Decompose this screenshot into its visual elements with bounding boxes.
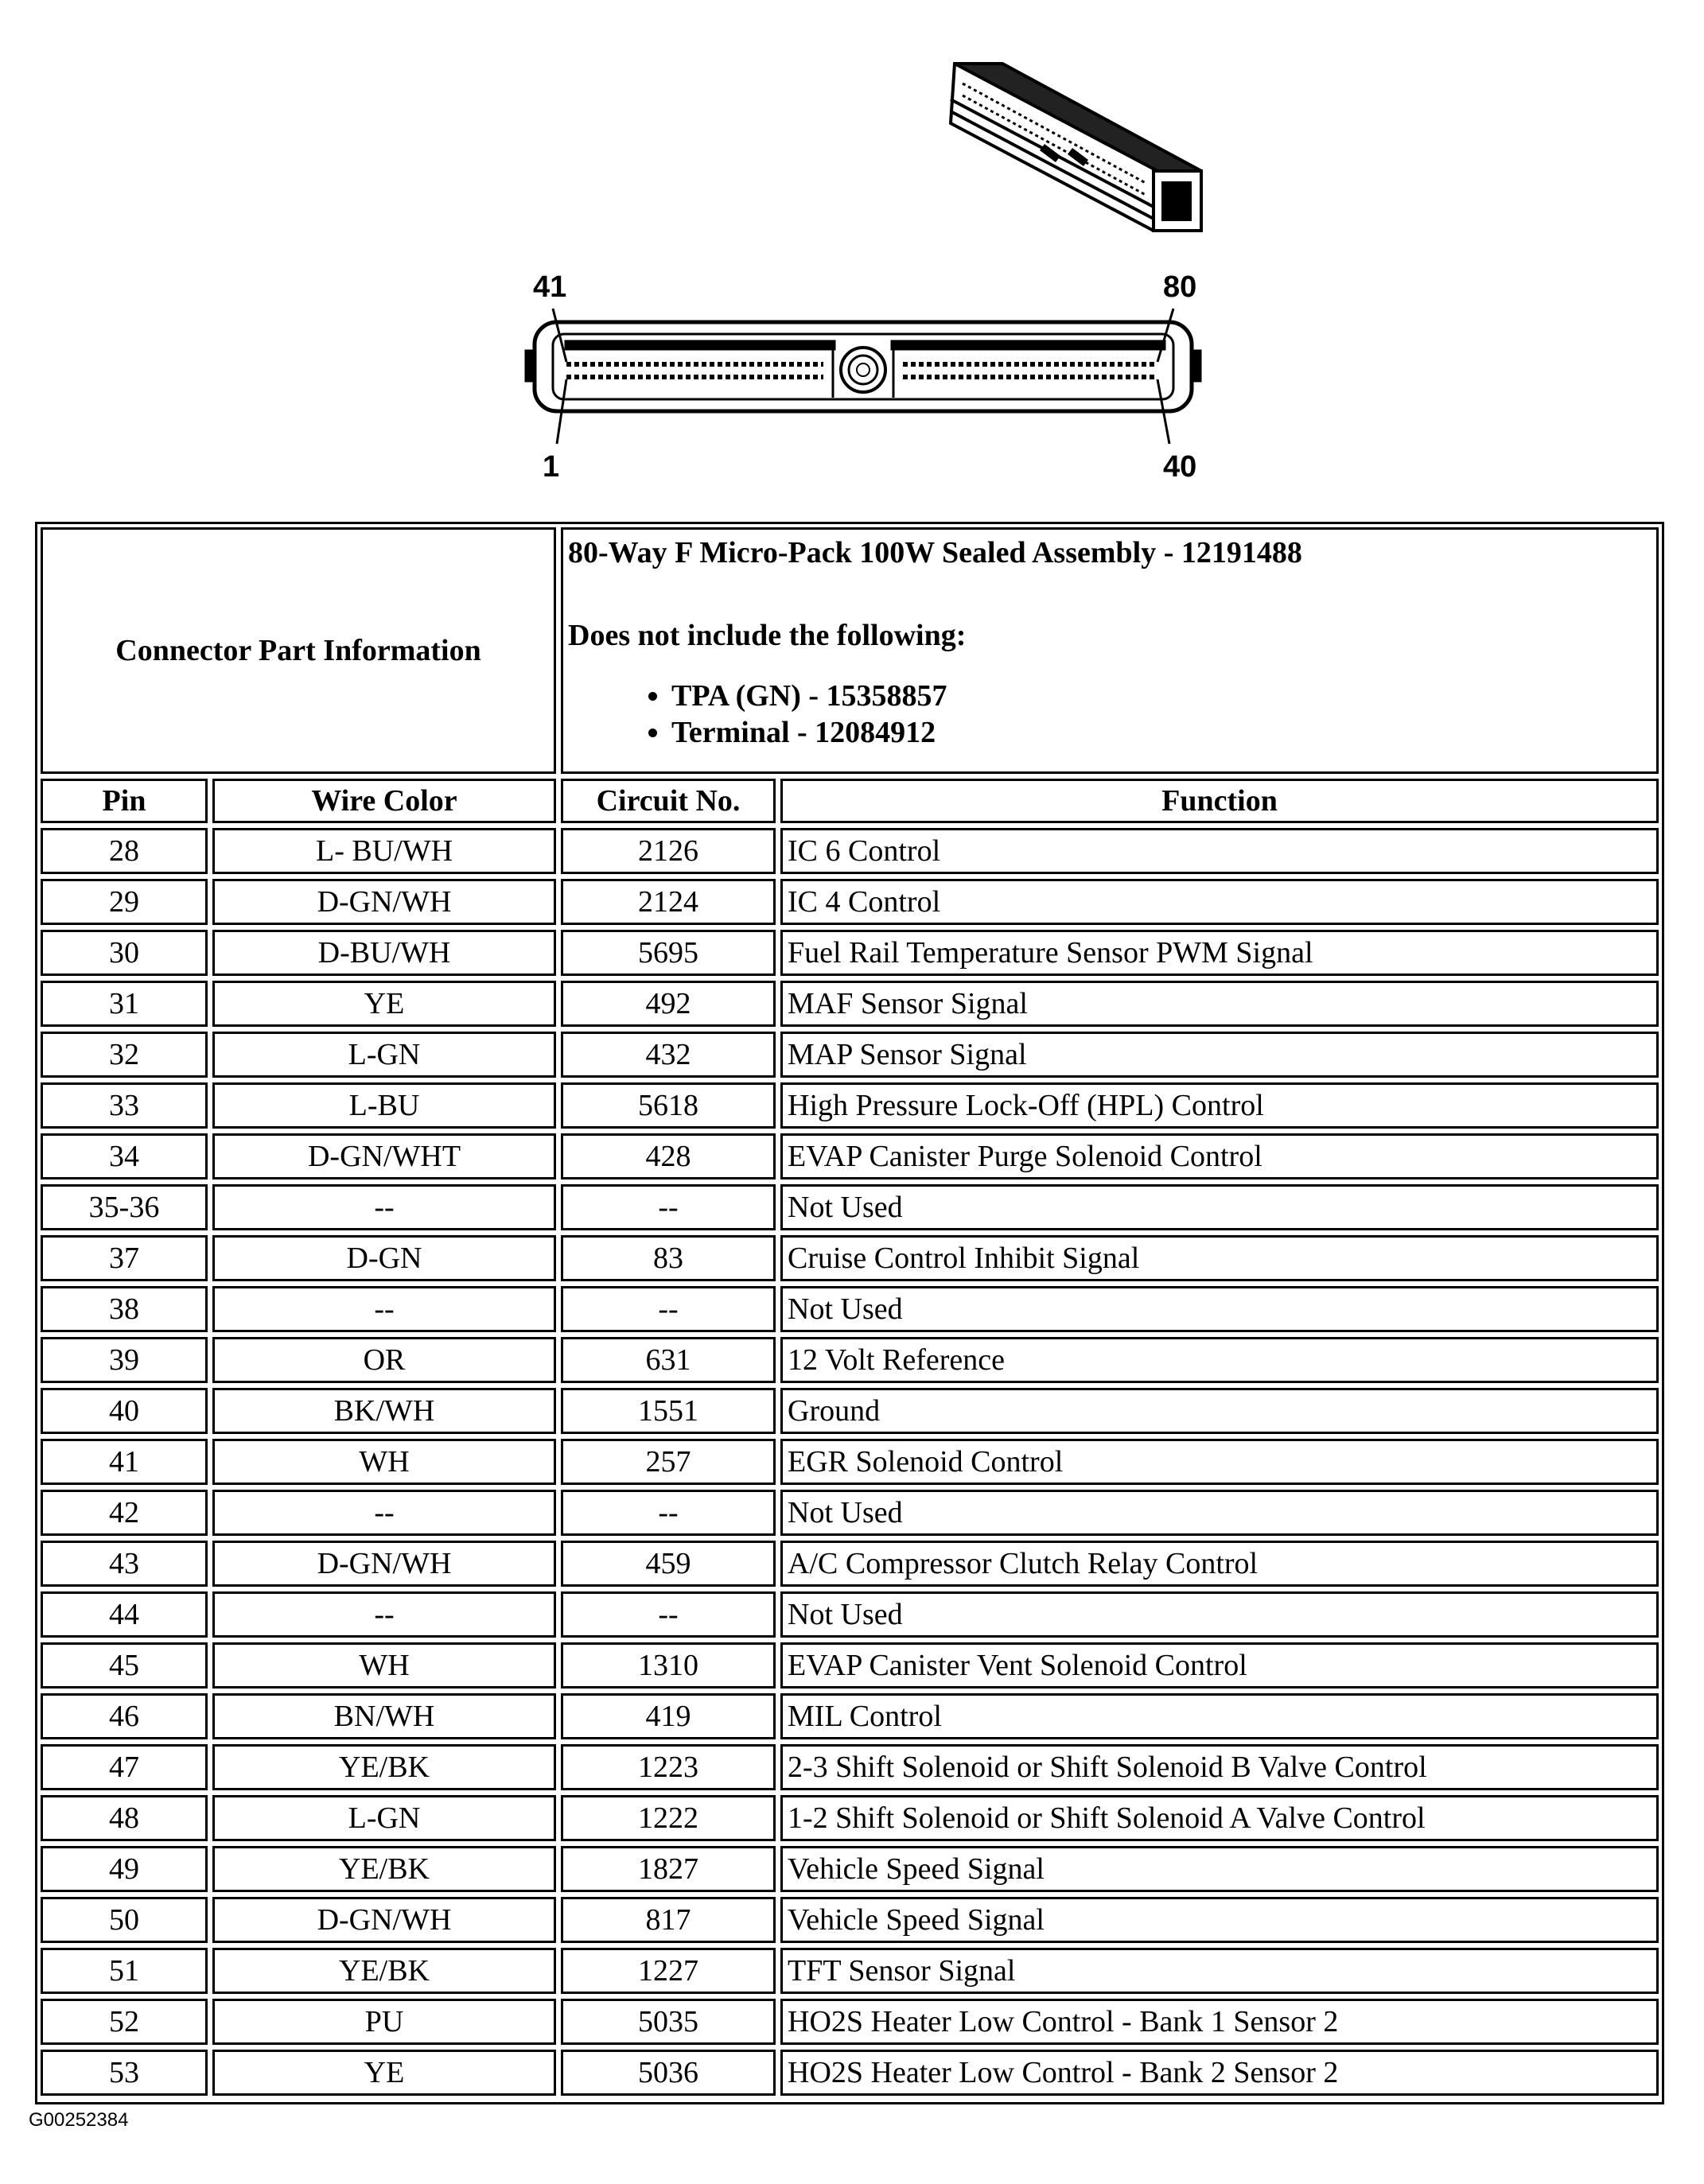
table-row bbox=[41, 1642, 1659, 1689]
circuit-cell: 257 bbox=[561, 1439, 776, 1485]
pin-cell: 52 bbox=[41, 1999, 208, 2045]
pin-label-80: 80 bbox=[1163, 270, 1197, 304]
figure-id: G00252384 bbox=[29, 2109, 129, 2131]
function-cell: HO2S Heater Low Control - Bank 1 Sensor 2 bbox=[780, 1999, 1659, 2045]
wire-color-cell: WH bbox=[212, 1642, 556, 1689]
pin-cell: 40 bbox=[41, 1388, 208, 1434]
function-cell: Not Used bbox=[780, 1591, 1659, 1638]
circuit-cell: 1310 bbox=[561, 1642, 776, 1689]
circuit-cell: 2124 bbox=[561, 879, 776, 925]
pin-cell: 32 bbox=[41, 1032, 208, 1078]
function-cell: Not Used bbox=[780, 1184, 1659, 1230]
function-cell: EVAP Canister Purge Solenoid Control bbox=[780, 1133, 1659, 1179]
function-cell: 2-3 Shift Solenoid or Shift Solenoid B Valve Control bbox=[780, 1744, 1659, 1790]
pin-cell: 41 bbox=[41, 1439, 208, 1485]
table-row bbox=[41, 981, 1659, 1027]
circuit-cell: 83 bbox=[561, 1235, 776, 1281]
table-row bbox=[41, 1388, 1659, 1434]
pin-cell: 31 bbox=[41, 981, 208, 1027]
function-cell: MAF Sensor Signal bbox=[780, 981, 1659, 1027]
wire-color-cell: PU bbox=[212, 1999, 556, 2045]
pin-label-40: 40 bbox=[1163, 450, 1197, 484]
wire-color-cell: D-BU/WH bbox=[212, 930, 556, 976]
function-cell: Not Used bbox=[780, 1286, 1659, 1332]
connector-illustration bbox=[0, 0, 1704, 509]
circuit-cell: 817 bbox=[561, 1897, 776, 1943]
circuit-cell: -- bbox=[561, 1490, 776, 1536]
circuit-cell: 1551 bbox=[561, 1388, 776, 1434]
excluded-item: • Terminal - 12084912 bbox=[671, 714, 1651, 751]
circuit-cell: -- bbox=[561, 1286, 776, 1332]
pin-cell: 38 bbox=[41, 1286, 208, 1332]
connector-pin-table bbox=[36, 523, 1663, 2100]
circuit-cell: 2126 bbox=[561, 828, 776, 874]
function-cell: Cruise Control Inhibit Signal bbox=[780, 1235, 1659, 1281]
function-cell: HO2S Heater Low Control - Bank 2 Sensor 2 bbox=[780, 2050, 1659, 2096]
function-cell: High Pressure Lock-Off (HPL) Control bbox=[780, 1082, 1659, 1129]
function-cell: Ground bbox=[780, 1388, 1659, 1434]
pin-cell: 35-36 bbox=[41, 1184, 208, 1230]
wire-color-cell: -- bbox=[212, 1490, 556, 1536]
circuit-cell: 432 bbox=[561, 1032, 776, 1078]
function-cell: MAP Sensor Signal bbox=[780, 1032, 1659, 1078]
wire-color-cell: OR bbox=[212, 1337, 556, 1383]
table-row bbox=[41, 1541, 1659, 1587]
wire-color-cell: D-GN/WH bbox=[212, 1541, 556, 1587]
function-cell: 12 Volt Reference bbox=[780, 1337, 1659, 1383]
circuit-cell: 5035 bbox=[561, 1999, 776, 2045]
function-cell: Fuel Rail Temperature Sensor PWM Signal bbox=[780, 930, 1659, 976]
wire-color-cell: YE bbox=[212, 2050, 556, 2096]
pin-cell: 48 bbox=[41, 1795, 208, 1841]
pin-cell: 51 bbox=[41, 1948, 208, 1994]
function-cell: TFT Sensor Signal bbox=[780, 1948, 1659, 1994]
table-row bbox=[41, 1032, 1659, 1078]
circuit-cell: 5695 bbox=[561, 930, 776, 976]
table-row bbox=[41, 1591, 1659, 1638]
pin-cell: 37 bbox=[41, 1235, 208, 1281]
circuit-cell: 1223 bbox=[561, 1744, 776, 1790]
pin-cell: 53 bbox=[41, 2050, 208, 2096]
function-cell: MIL Control bbox=[780, 1693, 1659, 1739]
table-row bbox=[41, 1490, 1659, 1536]
table-row bbox=[41, 1948, 1659, 1994]
column-header-function: Function bbox=[780, 779, 1659, 823]
wire-color-cell: BN/WH bbox=[212, 1693, 556, 1739]
wire-color-cell: D-GN/WH bbox=[212, 1897, 556, 1943]
function-cell: 1-2 Shift Solenoid or Shift Solenoid A Valve Control bbox=[780, 1795, 1659, 1841]
circuit-cell: 1827 bbox=[561, 1846, 776, 1892]
connector-3d-view bbox=[951, 64, 1201, 231]
wire-color-cell: L-GN bbox=[212, 1032, 556, 1078]
table-row bbox=[41, 1693, 1659, 1739]
table-row bbox=[41, 1439, 1659, 1485]
table-row bbox=[41, 1846, 1659, 1892]
circuit-cell: -- bbox=[561, 1184, 776, 1230]
table-row bbox=[41, 828, 1659, 874]
connector-info-heading: Connector Part Information bbox=[41, 527, 556, 774]
circuit-cell: 1227 bbox=[561, 1948, 776, 1994]
wire-color-cell: -- bbox=[212, 1591, 556, 1638]
table-row bbox=[41, 1133, 1659, 1179]
table-row bbox=[41, 1184, 1659, 1230]
circuit-cell: 631 bbox=[561, 1337, 776, 1383]
pin-cell: 50 bbox=[41, 1897, 208, 1943]
pin-cell: 39 bbox=[41, 1337, 208, 1383]
wire-color-cell: BK/WH bbox=[212, 1388, 556, 1434]
pin-label-1: 1 bbox=[543, 450, 560, 484]
circuit-cell: 1222 bbox=[561, 1795, 776, 1841]
function-cell: Vehicle Speed Signal bbox=[780, 1846, 1659, 1892]
table-row bbox=[41, 1286, 1659, 1332]
assembly-part-number: 80-Way F Micro-Pack 100W Sealed Assembly - 12191488 bbox=[568, 536, 1302, 569]
excludes-note: Does not include the following: bbox=[568, 619, 967, 652]
pin-cell: 44 bbox=[41, 1591, 208, 1638]
function-cell: Vehicle Speed Signal bbox=[780, 1897, 1659, 1943]
pin-cell: 28 bbox=[41, 828, 208, 874]
pin-cell: 46 bbox=[41, 1693, 208, 1739]
function-cell: EVAP Canister Vent Solenoid Control bbox=[780, 1642, 1659, 1689]
table-row bbox=[41, 879, 1659, 925]
wire-color-cell: D-GN/WHT bbox=[212, 1133, 556, 1179]
pin-cell: 34 bbox=[41, 1133, 208, 1179]
table-row bbox=[41, 1999, 1659, 2045]
pin-cell: 47 bbox=[41, 1744, 208, 1790]
column-header-circuit: Circuit No. bbox=[561, 779, 776, 823]
circuit-cell: 419 bbox=[561, 1693, 776, 1739]
wire-color-cell: YE/BK bbox=[212, 1846, 556, 1892]
wire-color-cell: -- bbox=[212, 1184, 556, 1230]
table-row bbox=[41, 1337, 1659, 1383]
table-row bbox=[41, 2050, 1659, 2096]
pin-cell: 49 bbox=[41, 1846, 208, 1892]
pin-cell: 30 bbox=[41, 930, 208, 976]
wire-color-cell: L-BU bbox=[212, 1082, 556, 1129]
excluded-items-list bbox=[568, 678, 1651, 751]
connector-diagram bbox=[0, 0, 1704, 509]
wire-color-cell: YE/BK bbox=[212, 1948, 556, 1994]
pin-cell: 29 bbox=[41, 879, 208, 925]
table-row bbox=[41, 1897, 1659, 1943]
function-cell: IC 6 Control bbox=[780, 828, 1659, 874]
table-row bbox=[41, 930, 1659, 976]
wire-color-cell: L- BU/WH bbox=[212, 828, 556, 874]
pin-cell: 42 bbox=[41, 1490, 208, 1536]
wire-color-cell: WH bbox=[212, 1439, 556, 1485]
table-row bbox=[41, 1744, 1659, 1790]
table-row bbox=[41, 1082, 1659, 1129]
function-cell: EGR Solenoid Control bbox=[780, 1439, 1659, 1485]
circuit-cell: -- bbox=[561, 1591, 776, 1638]
circuit-cell: 428 bbox=[561, 1133, 776, 1179]
table-row bbox=[41, 1795, 1659, 1841]
circuit-cell: 459 bbox=[561, 1541, 776, 1587]
wire-color-cell: D-GN bbox=[212, 1235, 556, 1281]
circuit-cell: 5618 bbox=[561, 1082, 776, 1129]
connector-info-details bbox=[561, 527, 1659, 774]
circuit-cell: 5036 bbox=[561, 2050, 776, 2096]
pin-cell: 33 bbox=[41, 1082, 208, 1129]
connector-table-frame bbox=[35, 522, 1664, 2104]
pin-label-41: 41 bbox=[533, 270, 567, 304]
excluded-item: • TPA (GN) - 15358857 bbox=[671, 678, 1651, 714]
pin-cell: 45 bbox=[41, 1642, 208, 1689]
function-cell: Not Used bbox=[780, 1490, 1659, 1536]
column-header-pin: Pin bbox=[41, 779, 208, 823]
wire-color-cell: L-GN bbox=[212, 1795, 556, 1841]
function-cell: IC 4 Control bbox=[780, 879, 1659, 925]
wire-color-cell: YE bbox=[212, 981, 556, 1027]
table-row bbox=[41, 1235, 1659, 1281]
wire-color-cell: YE/BK bbox=[212, 1744, 556, 1790]
connector-face-view bbox=[525, 309, 1201, 444]
function-cell: A/C Compressor Clutch Relay Control bbox=[780, 1541, 1659, 1587]
wire-color-cell: -- bbox=[212, 1286, 556, 1332]
pin-cell: 43 bbox=[41, 1541, 208, 1587]
column-header-wire-color: Wire Color bbox=[212, 779, 556, 823]
circuit-cell: 492 bbox=[561, 981, 776, 1027]
wire-color-cell: D-GN/WH bbox=[212, 879, 556, 925]
